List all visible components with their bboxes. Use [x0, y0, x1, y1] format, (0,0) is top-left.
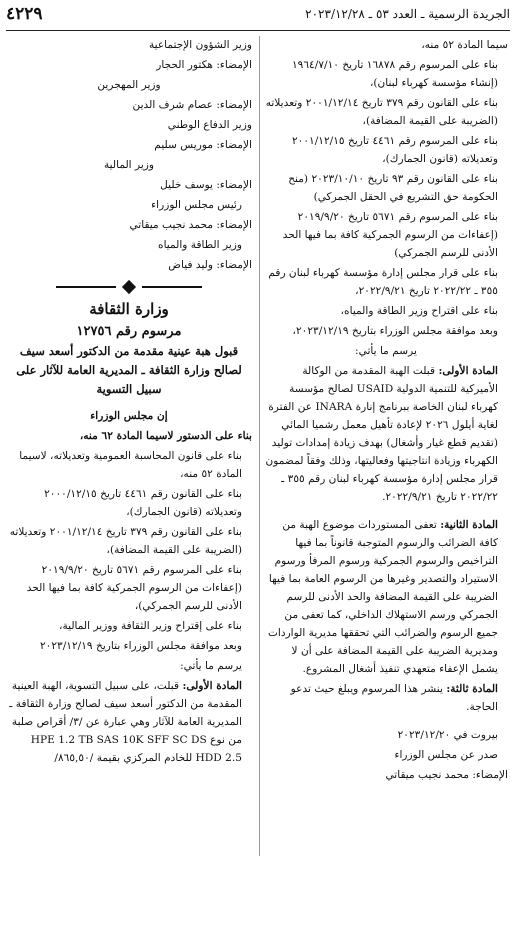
constitution-line: بناء على الدستور لاسيما المادة ٦٢ منه،: [79, 430, 252, 442]
signature-name: الإمضاء: عصام شرف الدين: [132, 99, 252, 111]
signature-title: وزير المهجرين: [97, 79, 161, 91]
text-line: بناء على المرسوم رقم ٤٤٦١ تاريخ ٢٠٠١/١٢/١٥ وتعديلاته (قانون الجمارك)،: [291, 135, 498, 165]
article-label: المادة ثالثة:: [446, 683, 498, 695]
text-line: بناء على إقتراح وزير الثقافة ووزير المالية،: [59, 620, 242, 632]
text-line: بناء على المرسوم رقم ١٦٨٧٨ تاريخ ١٩٦٤/٧/١٠ (إنشاء مؤسسة كهرباء لبنان)،: [291, 59, 498, 89]
section-ornament: [6, 282, 252, 292]
council-title: إن مجلس الوزراء: [90, 410, 168, 422]
signature-name: الإمضاء: هكتور الحجار: [156, 59, 252, 71]
text-line: بناء على قانون المحاسبة العمومية وتعديلاته، لاسيما المادة ٥٢ منه،: [19, 450, 242, 480]
left-column: [6, 36, 252, 769]
text-line: بناء على القانون رقم ٣٧٩ تاريخ ٢٠٠١/١٢/١٤ وتعديلاته (الضريبة على القيمة المضافة)،: [9, 526, 242, 556]
text-line: بناء على المرسوم رقم ٥٦٧١ تاريخ ٢٠١٩/٩/٢٠ (إعفاءات من الرسوم الجمركية كافة بما فيها الحد الأدنى للرسم الجمركي)،: [26, 564, 242, 612]
article-3: [264, 680, 508, 716]
decree-number: مرسوم رقم ١٢٧٥٦: [76, 324, 182, 339]
article-1: [264, 362, 508, 506]
text-line: بناء على قرار مجلس إدارة مؤسسة كهرباء لبنان رقم ٣٥٥ ـ ٢٠٢٢/٢٢ تاريخ ٢٠٢٢/٩/٢١،: [268, 267, 498, 297]
signature-name: الإمضاء: يوسف خليل: [160, 179, 252, 191]
text-line: وبعد موافقة مجلس الوزراء بتاريخ ٢٠٢٣/١٢/١٩: [39, 640, 242, 652]
article-label: المادة الثانية:: [440, 519, 498, 531]
text-line: بناء على القانون رقم ٤٤٦١ تاريخ ٢٠٠٠/١٢/١٥ وتعديلاته (قانون الجمارك)،: [44, 488, 242, 518]
article-text: تعفى المستوردات موضوع الهبة من كافة الضرائب والرسوم المتوجبة قانوناً بما فيها التراخيص والرسوم الجمركية ورسوم المرفأ ورسوم الاستيراد والتصدير وغيرها من الرسوم العامة بما فيها الضريبة على القيمة المضافة والحد الأدنى للرسم الجمركي ورسم الاستهلاك الداخلي، كما تعفى من جميع الرسوم والضرائب التي تحققها مديرية الواردات ومديرية الضريبة على القيمة المضافة على أن لا يشمل الإعفاء متعهدي تنفيذ أشغال المشروع.: [267, 519, 498, 675]
signature-name: الإمضاء: وليد فياض: [168, 259, 252, 271]
signature-title: وزير المالية: [103, 159, 155, 171]
text-line: وبعد موافقة مجلس الوزراء بتاريخ ٢٠٢٣/١٢/١٩،: [292, 325, 498, 337]
signature-name: الإمضاء: موريس سليم: [154, 139, 252, 151]
text-line: سيما المادة ٥٢ منه،: [421, 39, 508, 51]
decree-prefix: يرسم ما يأتي:: [180, 660, 242, 672]
article-text: قبلت، على سبيل التسوية، الهبة العينية المقدمة من الدكتور أسعد سيف لصالح وزارة الثقافة ـ المديرية العامة للآثار وهي عبارة عن /٣/ أقراص صلبة من نوع HPE 1.2 TB SAS 10K SFF SC DS HDD 2.5 للخادم المركزي بقيمة /٨٦٥,٥٠/: [9, 680, 242, 764]
signature-title: وزير الدفاع الوطني: [167, 119, 252, 131]
page-number: ٤٢٢٩: [6, 4, 43, 24]
place-date: بيروت في ٢٠٢٣/١٢/٢٠: [397, 729, 498, 741]
text-line: بناء على المرسوم رقم ٥٦٧١ تاريخ ٢٠١٩/٩/٢٠ (إعفاءات من الرسوم الجمركية كافة بما فيها الحد الأدنى للرسم الجمركي): [282, 211, 498, 259]
article-label: المادة الأولى:: [182, 680, 242, 692]
ornament-diamond: [122, 280, 136, 294]
ornament-line: [142, 286, 202, 288]
column-divider: [259, 36, 260, 856]
article-2: [264, 516, 508, 678]
signature-title: رئيس مجلس الوزراء: [151, 199, 242, 211]
signature-title: وزير الطاقة والمياه: [158, 239, 242, 251]
text-line: بناء على القانون رقم ٩٣ تاريخ ٢٠٢٣/١٠/١٠ (منح الحكومة حق التشريع في الحقل الجمركي): [288, 173, 498, 203]
signature-title: وزير الشؤون الإجتماعية: [148, 39, 252, 51]
text-line: بناء على اقتراح وزير الطاقة والمياه،: [340, 305, 498, 317]
article-text: قبلت الهبة المقدمة من الوكالة الأميركية للتنمية الدولية USAID لصالح مؤسسة كهرباء لبنان الخاصة ببرنامج إنارة INARA عن الفترة لغاية أيلول ٢٠٢٦ لإعادة تأهيل معمل رشميا المائي (تقديم قطع غيار وأشغال) بهدف زيادة إمدادات توليد الكهرباء وزيادة انتاجيتها وفعاليتها، وذلك وفقاً لمضمون قرار مجلس إدارة مؤسسة كهرباء لبنان رقم ٣٥٥ ـ ٢٠٢٢/٢٢ تاريخ ٢٠٢٢/٩/٢١.: [265, 365, 498, 503]
signature: الإمضاء: محمد نجيب ميقاتي: [385, 769, 508, 781]
ornament-line: [56, 286, 116, 288]
text-line: بناء على القانون رقم ٣٧٩ تاريخ ٢٠٠١/١٢/١٤ وتعديلاته (الضريبة على القيمة المضافة)،: [265, 97, 498, 127]
decree-prefix: يرسم ما يأتي:: [355, 345, 417, 357]
ministry-title: وزارة الثقافة: [89, 300, 169, 318]
article-text: ينشر هذا المرسوم ويبلغ حيث تدعو الحاجة.: [290, 683, 498, 713]
page-header: [6, 4, 510, 31]
article-label: المادة الأولى:: [438, 365, 498, 377]
issued-by: صدر عن مجلس الوزراء: [394, 749, 498, 761]
gazette-issue-line: الجريدة الرسمية ـ العدد ٥٣ ـ ٢٠٢٣/١٢/٢٨: [305, 7, 510, 21]
right-column: [264, 36, 508, 786]
decree-subject: قبول هبة عينية مقدمة من الدكتور أسعد سيف لصالح وزارة الثقافة ـ المديرية العامة للآثار على سبيل التسوية: [16, 344, 242, 396]
article-1: [6, 677, 252, 767]
signature-name: الإمضاء: محمد نجيب ميقاتي: [129, 219, 252, 231]
